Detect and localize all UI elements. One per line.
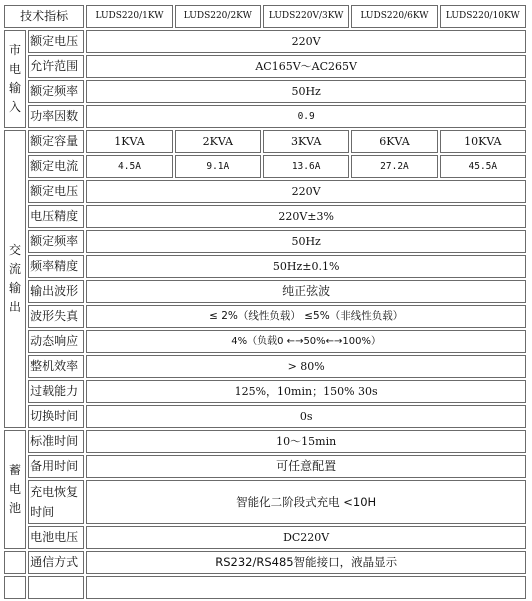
row-label: 动态响应: [28, 330, 84, 353]
row-label: 输出波形: [28, 280, 84, 303]
row-label: 过载能力: [28, 380, 84, 403]
row-label: 额定电流: [28, 155, 84, 178]
current-cell: 45.5A: [440, 155, 526, 178]
table-row: [4, 80, 526, 103]
current-cell: 9.1A: [175, 155, 261, 178]
capacity-cell: 10KVA: [440, 130, 526, 153]
row-label: 额定容量: [28, 130, 84, 153]
spec-table: [2, 3, 528, 601]
row-value: 4%（负载0 ←→50%←→100%）: [86, 330, 526, 353]
section-mains-input: 市电输入: [4, 30, 26, 128]
table-row: [4, 155, 526, 178]
row-value: 50Hz±0.1%: [86, 255, 526, 278]
header-row: [4, 5, 526, 28]
row-value: 220V±3%: [86, 205, 526, 228]
capacity-cell: 3KVA: [263, 130, 349, 153]
table-row: [4, 480, 526, 524]
row-value: ≤ 2%（线性负载） ≤5%（非线性负载）: [86, 305, 526, 328]
row-label: 额定电压: [28, 30, 84, 53]
section-comm-empty: [4, 551, 26, 574]
row-label: 电池电压: [28, 526, 84, 549]
row-value: DC220V: [86, 526, 526, 549]
current-cell: 27.2A: [351, 155, 437, 178]
header-model-2: LUDS220/2KW: [175, 5, 261, 28]
empty-cell: [86, 576, 526, 599]
row-value: 125%，10min；150% 30s: [86, 380, 526, 403]
row-value: 220V: [86, 180, 526, 203]
row-label: 允许范围: [28, 55, 84, 78]
table-row: [4, 380, 526, 403]
table-row: [4, 551, 526, 574]
row-value: 智能化二阶段式充电 <10H: [86, 480, 526, 524]
section-battery: 蓄电池: [4, 430, 26, 549]
row-value: > 80%: [86, 355, 526, 378]
row-value: 纯正弦波: [86, 280, 526, 303]
empty-cell: [4, 576, 26, 599]
header-tech-spec: 技术指标: [4, 5, 84, 28]
row-label: 功率因数: [28, 105, 84, 128]
table-row: [4, 526, 526, 549]
table-row: [4, 455, 526, 478]
header-model-1: LUDS220/1KW: [86, 5, 172, 28]
row-label: 频率精度: [28, 255, 84, 278]
table-row: [4, 255, 526, 278]
row-value: AC165V～AC265V: [86, 55, 526, 78]
row-label: 切换时间: [28, 405, 84, 428]
capacity-cell: 1KVA: [86, 130, 172, 153]
table-row: [4, 230, 526, 253]
row-value: RS232/RS485智能接口，液晶显示: [86, 551, 526, 574]
table-row: [4, 30, 526, 53]
table-row: [4, 55, 526, 78]
table-row: [4, 355, 526, 378]
table-row: [4, 330, 526, 353]
row-value: 可任意配置: [86, 455, 526, 478]
row-label: 波形失真: [28, 305, 84, 328]
row-label: 额定频率: [28, 80, 84, 103]
row-value: 50Hz: [86, 80, 526, 103]
table-row: [4, 130, 526, 153]
row-label: 标准时间: [28, 430, 84, 453]
table-row-partial: [4, 576, 526, 599]
row-label: 额定频率: [28, 230, 84, 253]
row-value: 50Hz: [86, 230, 526, 253]
table-row: [4, 180, 526, 203]
header-model-4: LUDS220/6KW: [351, 5, 437, 28]
table-row: [4, 105, 526, 128]
table-row: [4, 305, 526, 328]
row-value: 10～15min: [86, 430, 526, 453]
row-label: 额定电压: [28, 180, 84, 203]
row-label: 整机效率: [28, 355, 84, 378]
table-row: [4, 205, 526, 228]
row-value: 0.9: [86, 105, 526, 128]
header-model-3: LUDS220V/3KW: [263, 5, 349, 28]
row-value: 0s: [86, 405, 526, 428]
row-label: 通信方式: [28, 551, 84, 574]
row-value: 220V: [86, 30, 526, 53]
row-label: 电压精度: [28, 205, 84, 228]
current-cell: 4.5A: [86, 155, 172, 178]
table-row: [4, 280, 526, 303]
capacity-cell: 6KVA: [351, 130, 437, 153]
table-row: [4, 430, 526, 453]
empty-cell: [28, 576, 84, 599]
section-ac-output: 交流输出: [4, 130, 26, 428]
row-label: 充电恢复时间: [28, 480, 84, 524]
header-model-5: LUDS220/10KW: [440, 5, 526, 28]
current-cell: 13.6A: [263, 155, 349, 178]
capacity-cell: 2KVA: [175, 130, 261, 153]
row-label: 备用时间: [28, 455, 84, 478]
table-row: [4, 405, 526, 428]
